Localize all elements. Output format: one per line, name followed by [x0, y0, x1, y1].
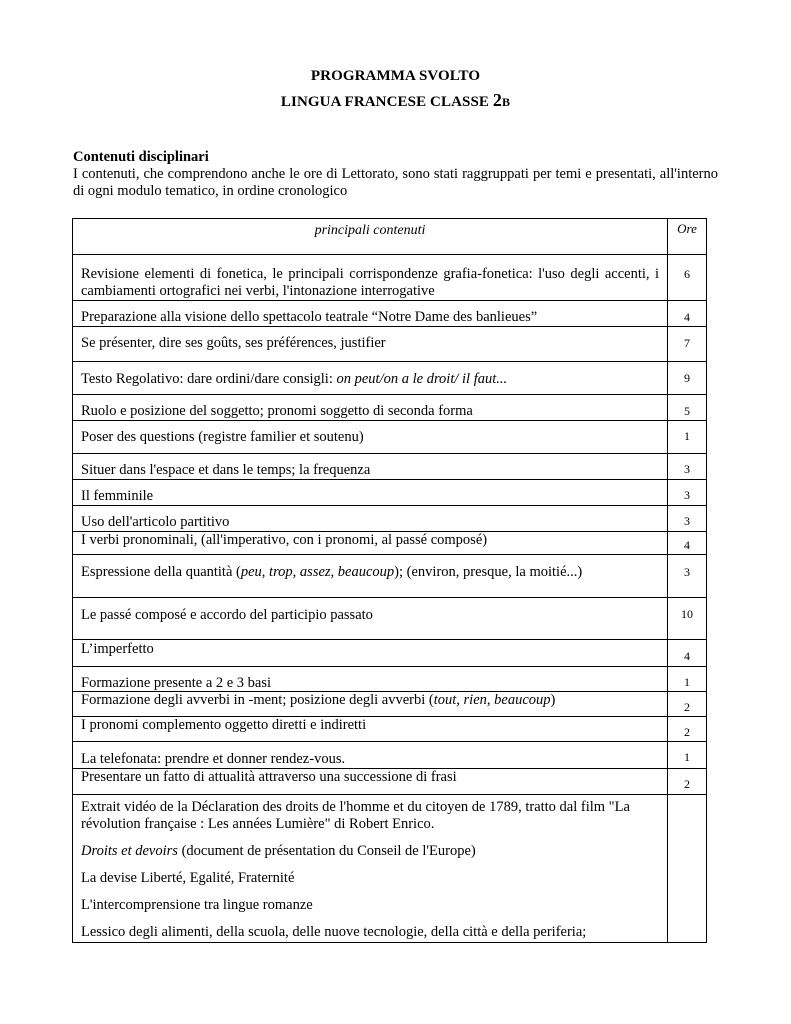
film-excerpt-text: Extrait vidéo de la Déclaration des droits de l'homme et du citoyen de 1789, tratto dal film "La révolution française : Les années Lumière" di Robert Enrico. — [81, 799, 630, 832]
row-hours: 1 — [684, 750, 690, 764]
droits-devoirs-text — [81, 843, 659, 860]
row-hours: 6 — [684, 267, 690, 281]
row-hours: 3 — [684, 462, 690, 476]
table-row — [73, 769, 706, 795]
document-subtitle — [0, 92, 791, 111]
content-table — [72, 218, 707, 943]
table-row — [73, 506, 706, 532]
table-row — [73, 742, 706, 769]
subtitle-text: LINGUA FRANCESE CLASSE — [280, 94, 493, 110]
row-content: Poser des questions (registre familier et soutenu) — [73, 421, 668, 453]
header-content-cell: principali contenuti — [73, 219, 668, 254]
row-content-italic: peu, trop, assez, beaucoup — [240, 564, 395, 580]
table-row — [73, 255, 706, 301]
table-row — [73, 532, 706, 555]
class-number: 2 — [492, 90, 502, 110]
row-content: Preparazione alla visione dello spettacolo teatrale “Notre Dame des banlieues” — [73, 301, 668, 326]
row-hours: 2 — [684, 725, 690, 739]
document-title: PROGRAMMA SVOLTO — [310, 68, 481, 84]
table-row — [73, 327, 706, 362]
row-content: I pronomi complemento oggetto diretti e indiretti — [73, 717, 668, 741]
row-content: Il femminile — [73, 480, 668, 505]
row-hours: 1 — [684, 429, 690, 443]
row-content: L’imperfetto — [73, 640, 668, 666]
row-hours: 3 — [684, 514, 690, 528]
table-row — [73, 301, 706, 327]
table-row — [73, 362, 706, 395]
row-hours: 2 — [684, 700, 690, 714]
row-content-italic: on peut/on a le droit/ il faut... — [336, 371, 508, 387]
row-content: Presentare un fatto di attualità attraverso una successione di frasi — [73, 769, 668, 794]
table-row — [73, 555, 706, 598]
table-row — [73, 454, 706, 480]
row-content — [73, 692, 668, 716]
table-row — [73, 717, 706, 742]
row-hours: 4 — [684, 310, 690, 324]
row-content-text: ) — [550, 692, 556, 708]
row-hours: 2 — [684, 777, 690, 791]
row-content-text: Formazione degli avverbi in -ment; posizione degli avverbi ( — [81, 692, 434, 708]
section-intro: I contenuti, che comprendono anche le ore di Lettorato, sono stati raggruppati per temi e presentati, all'interno di ogni modulo tematico, in ordine cronologico — [73, 166, 718, 199]
table-row — [73, 395, 706, 421]
row-content-italic: tout, rien, beaucoup — [433, 692, 551, 708]
row-content-text: ); (environ, presque, la moitié...) — [394, 564, 583, 580]
row-hours: 5 — [684, 404, 690, 418]
row-content — [73, 362, 668, 394]
table-row — [73, 692, 706, 717]
row-content: Situer dans l'espace et dans le temps; la frequenza — [73, 454, 668, 479]
row-content: Se présenter, dire ses goûts, ses préférences, justifier — [73, 327, 668, 361]
table-row — [73, 640, 706, 667]
row-hours: 3 — [684, 565, 690, 579]
devise-text: La devise Liberté, Egalité, Fraternité — [81, 870, 295, 886]
row-content: I verbi pronominali, (all'imperativo, con i pronomi, al passé composé) — [73, 532, 668, 554]
intercomprensione-text: L'intercomprensione tra lingue romanze — [81, 897, 313, 913]
row-hours: 4 — [684, 538, 690, 552]
row-content-text: Espressione della quantità ( — [81, 564, 241, 580]
droits-devoirs-rest: (document de présentation du Conseil de l'Europe) — [177, 843, 476, 859]
class-letter: B — [501, 95, 511, 109]
row-content: Ruolo e posizione del soggetto; pronomi soggetto di seconda forma — [73, 395, 668, 420]
table-header-row — [73, 219, 706, 255]
row-hours: 9 — [684, 371, 690, 385]
row-hours: 7 — [684, 336, 690, 350]
table-row — [73, 667, 706, 692]
row-hours: 10 — [681, 607, 693, 621]
row-hours: 4 — [684, 649, 690, 663]
row-content: La telefonata: prendre et donner rendez-vous. — [73, 742, 668, 768]
lessico-text: Lessico degli alimenti, della scuola, delle nuove tecnologie, della città e della periferia; — [81, 924, 587, 940]
row-hours: 1 — [684, 675, 690, 689]
section-heading: Contenuti disciplinari — [73, 149, 209, 165]
table-row — [73, 480, 706, 506]
row-content: Revisione elementi di fonetica, le principali corrispondenze grafia-fonetica: l'uso degli accenti, i cambiamenti ortografici nei verbi, l'intonazione interrogative — [73, 255, 668, 300]
table-row — [73, 421, 706, 454]
table-row — [73, 598, 706, 640]
table-row-last — [73, 795, 706, 943]
row-content: Le passé composé e accordo del participio passato — [73, 598, 668, 639]
row-content: Formazione presente a 2 e 3 basi — [73, 667, 668, 691]
row-content — [73, 555, 668, 597]
row-hours — [668, 795, 706, 942]
row-content: Uso dell'articolo partitivo — [73, 506, 668, 531]
droits-devoirs-italic: Droits et devoirs — [81, 843, 178, 859]
header-hours-cell: Ore — [677, 221, 697, 236]
row-content — [73, 795, 668, 942]
row-hours: 3 — [684, 488, 690, 502]
row-content-text: Testo Regolativo: dare ordini/dare consigli: — [81, 371, 337, 387]
